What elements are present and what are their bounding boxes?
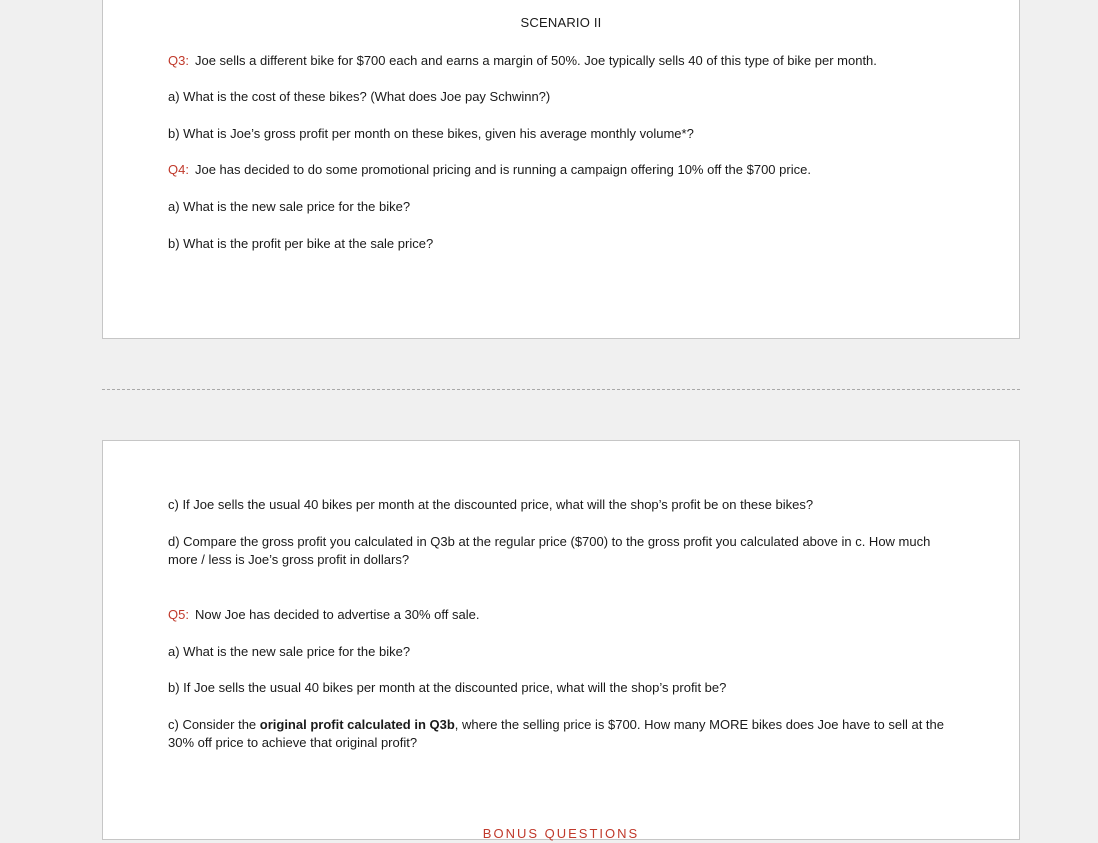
document-page-1 bbox=[102, 0, 1020, 339]
q3a-text: a) What is the cost of these bikes? (What does Joe pay Schwinn?) bbox=[168, 89, 551, 104]
question-q5 bbox=[168, 606, 968, 624]
q3b-text: b) What is Joe’s gross profit per month on these bikes, given his average monthly volume*? bbox=[168, 126, 694, 141]
q5a-text: a) What is the new sale price for the bike? bbox=[168, 644, 411, 659]
q4d-text: d) Compare the gross profit you calculated in Q3b at the regular price ($700) to the gross profit you calculated above in c. How much more / less is Joe’s gross profit in dollars? bbox=[168, 534, 931, 567]
q4b-text: b) What is the profit per bike at the sale price? bbox=[168, 236, 434, 251]
q5-label: Q5: bbox=[168, 607, 189, 622]
q4a-text: a) What is the new sale price for the bike? bbox=[168, 199, 411, 214]
q5b-text: b) If Joe sells the usual 40 bikes per month at the discounted price, what will the shop’s profit be? bbox=[168, 680, 727, 695]
question-q4 bbox=[168, 161, 968, 179]
q4-label: Q4: bbox=[168, 162, 189, 177]
q5-text: Now Joe has decided to advertise a 30% off sale. bbox=[194, 607, 480, 622]
q5c-post: , where the selling price is $700. How many MORE bikes does Joe have to sell at the 30% off price to achieve that original profit? bbox=[168, 717, 944, 750]
q5c-bold: original profit calculated in Q3b bbox=[259, 717, 455, 732]
q3-label: Q3: bbox=[168, 53, 189, 68]
page-break-divider bbox=[102, 389, 1020, 390]
q4c-text: c) If Joe sells the usual 40 bikes per month at the discounted price, what will the shop’s profit be on these bikes? bbox=[168, 497, 814, 512]
bonus-heading: BONUS QUESTIONS bbox=[482, 826, 640, 841]
scenario-title: SCENARIO II bbox=[520, 15, 602, 30]
q5c-pre: c) Consider the bbox=[168, 717, 260, 732]
q3-text: Joe sells a different bike for $700 each and earns a margin of 50%. Joe typically sells 40 of this type of bike per month. bbox=[194, 53, 877, 68]
document-page-2 bbox=[102, 440, 1020, 840]
question-q3 bbox=[168, 52, 968, 70]
q4-text: Joe has decided to do some promotional pricing and is running a campaign offering 10% off the $700 price. bbox=[194, 162, 811, 177]
q5c-text bbox=[168, 716, 963, 752]
